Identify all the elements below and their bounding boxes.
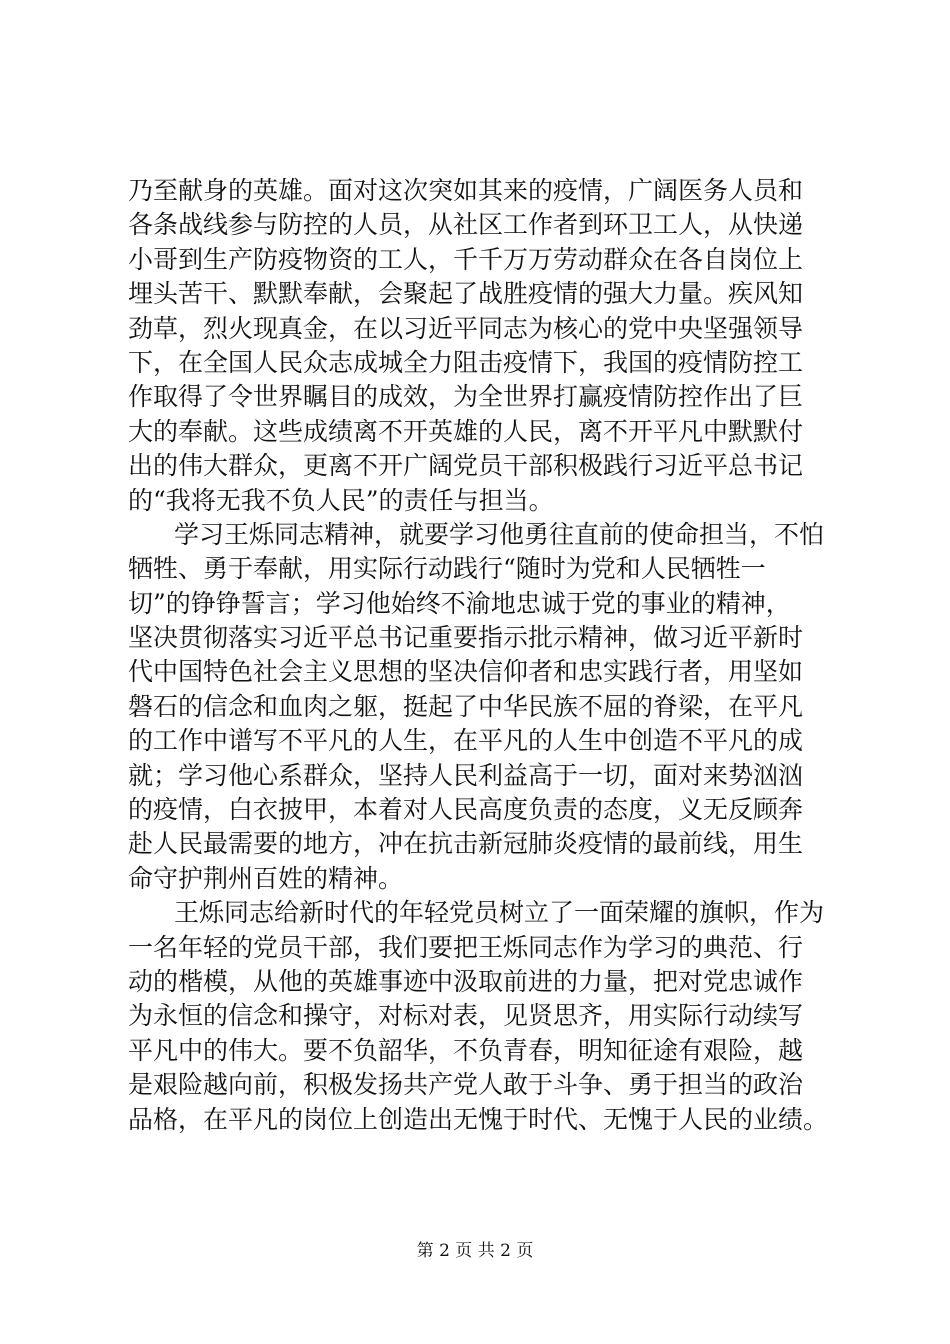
- text-line: 品格，在平凡的岗位上创造出无愧于时代、无愧于人民的业绩。: [128, 1104, 829, 1134]
- text-line: 作取得了令世界瞩目的成效，为全世界打赢疫情防控作出了巨: [128, 382, 804, 412]
- text-line: 埋头苦干、默默奉献，会聚起了战胜疫情的强大力量。疾风知: [128, 279, 804, 309]
- text-line: 大的奉献。这些成绩离不开英雄的人民，离不开平凡中默默付: [128, 416, 804, 446]
- text-line: 王烁同志给新时代的年轻党员树立了一面荣耀的旗帜，作为: [174, 898, 825, 928]
- text-line: 坚决贯彻落实习近平总书记重要指示批示精神，做习近平新时: [128, 623, 804, 653]
- text-line: 动的楷模，从他的英雄事迹中汲取前进的力量，把对党忠诚作: [128, 966, 804, 996]
- text-line: 赴人民最需要的地方，冲在抗击新冠肺炎疫情的最前线，用生: [128, 829, 804, 859]
- text-line: 出的伟大群众，更离不开广阔党员干部积极践行习近平总书记: [128, 451, 804, 481]
- body-text: [128, 174, 840, 1137]
- text-line: 平凡中的伟大。要不负韶华，不负青春，明知征途有艰险，越: [128, 1035, 804, 1065]
- text-line: 学习王烁同志精神，就要学习他勇往直前的使命担当，不怕: [174, 519, 825, 549]
- text-line: 的工作中谱写不平凡的人生，在平凡的人生中创造不平凡的成: [128, 726, 804, 756]
- text-line: 下，在全国人民众志成城全力阻击疫情下，我国的疫情防控工: [128, 347, 804, 377]
- text-line: 命守护荆州百姓的精神。: [128, 863, 404, 893]
- text-line: 的疫情，白衣披甲，本着对人民高度负责的态度，义无反顾奔: [128, 795, 804, 825]
- text-line: 为永恒的信念和操守，对标对表，见贤思齐，用实际行动续写: [128, 1001, 804, 1031]
- text-line: 一名年轻的党员干部，我们要把王烁同志作为学习的典范、行: [128, 932, 804, 962]
- text-line: 磐石的信念和血肉之躯，挺起了中华民族不屈的脊梁，在平凡: [128, 691, 804, 721]
- text-line: 乃至献身的英雄。面对这次突如其来的疫情，广阔医务人员和: [128, 176, 804, 205]
- text-line: 劲草，烈火现真金，在以习近平同志为核心的党中央坚强领导: [128, 313, 804, 343]
- text-line: 的“我将无我不负人民”的责任与担当。: [128, 485, 554, 515]
- text-line: 是艰险越向前，积极发扬共产党人敢于斗争、勇于担当的政治: [128, 1070, 804, 1100]
- text-line: 代中国特色社会主义思想的坚决信仰者和忠实践行者，用坚如: [128, 657, 804, 687]
- text-line: 各条战线参与防控的人员，从社区工作者到环卫工人，从快递: [128, 210, 804, 240]
- text-line: 切”的铮铮誓言；学习他始终不渝地忠诚于党的事业的精神，: [128, 588, 791, 618]
- text-line: 小哥到生产防疫物资的工人，千千万万劳动群众在各自岗位上: [128, 244, 804, 274]
- page-footer: 第 2 页 共 2 页: [416, 1241, 534, 1261]
- text-line: 就；学习他心系群众，坚持人民利益高于一切，面对来势汹汹: [128, 760, 804, 790]
- text-line: 牺牲、勇于奉献，用实际行动践行“随时为党和人民牺牲一: [128, 554, 766, 584]
